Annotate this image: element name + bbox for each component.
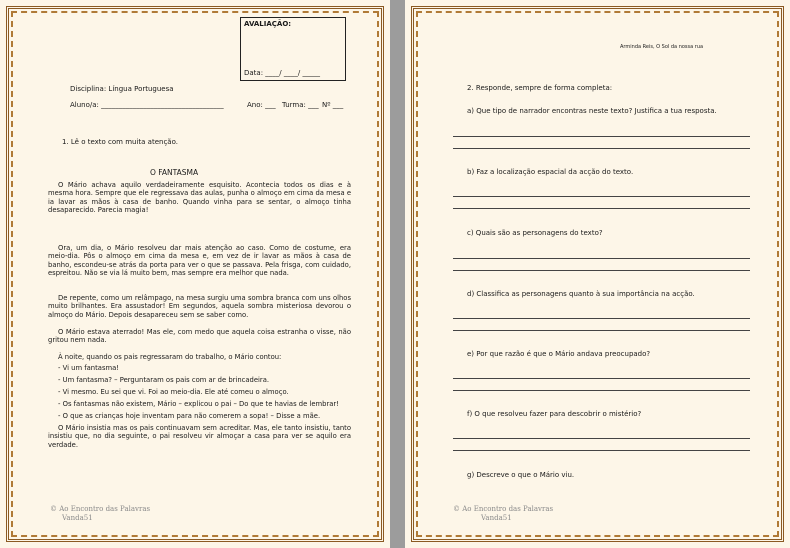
evaluation-date: Data: ____/ ____/ _____ (244, 69, 320, 77)
footer-author: Vanda51 (481, 514, 512, 522)
story-dialogue: - Vi um fantasma! (58, 364, 119, 372)
story-paragraph: De repente, como um relâmpago, na mesa surgiu uma sombra branca com uns olhos muito brilhantes. Era assustador! Em segundos, aquela sombra misteriosa devorou o almoço do Mário. Depois desapareceu sem se saber como. (48, 294, 351, 319)
text-source: Arminda Reis, O Sol da nossa rua (620, 44, 704, 50)
story-paragraph: O Mário insistia mas os pais continuavam sem acreditar. Mas, ele tanto insistiu, tanto insistiu que, no dia seguinte, o pai resolveu vir almoçar a casa para ver se aquilo era verdade. (48, 424, 351, 449)
number-field[interactable]: Nº ___ (322, 101, 344, 109)
page-divider (390, 0, 405, 548)
answer-line[interactable] (453, 318, 750, 319)
question-f: f) O que resolveu fazer para descobrir o mistério? (467, 410, 642, 418)
answer-line[interactable] (453, 196, 750, 197)
student-name-field[interactable]: Aluno/a: ___________________________________ (70, 101, 224, 109)
year-field[interactable]: Ano: ___ (247, 101, 276, 109)
question-b: b) Faz a localização espacial da acção do texto. (467, 168, 634, 176)
footer-copyright: © Ao Encontro das Palavras (453, 505, 554, 513)
answer-line[interactable] (453, 136, 750, 137)
question-g: g) Descreve o que o Mário viu. (467, 471, 575, 479)
footer-copyright: © Ao Encontro das Palavras (50, 505, 151, 513)
evaluation-title: AVALIAÇÃO: (244, 20, 292, 28)
class-field[interactable]: Turma: ___ (282, 101, 319, 109)
answer-line[interactable] (453, 330, 750, 331)
answer-line[interactable] (453, 438, 750, 439)
question-e: e) Por que razão é que o Mário andava preocupado? (467, 350, 651, 358)
answer-line[interactable] (453, 208, 750, 209)
answer-line[interactable] (453, 270, 750, 271)
story-dialogue: - Os fantasmas não existem, Mário – explicou o pai – Do que te havias de lembrar! (58, 400, 339, 408)
story-dialogue: - Vi mesmo. Eu sei que vi. Foi ao meio-dia. Ele até comeu o almoço. (58, 388, 289, 396)
answer-line[interactable] (453, 148, 750, 149)
worksheet-page-right (405, 0, 790, 548)
questions-instruction: 2. Responde, sempre de forma completa: (467, 84, 613, 92)
story-line: À noite, quando os pais regressaram do trabalho, o Mário contou: (58, 353, 282, 361)
subject-line: Disciplina: Língua Portuguesa (70, 85, 174, 93)
story-paragraph: O Mário achava aquilo verdadeiramente esquisito. Acontecia todos os dias e à mesma hora. Sempre que ele regressava das aulas, punha o almoço em cima da mesa e ia lavar as mãos à casa de banho. Quando vinha para se sentar, o almoço tinha desaparecido. Parecia magia! (48, 181, 351, 214)
story-dialogue: - O que as crianças hoje inventam para não comerem a sopa! – Disse a mãe. (58, 412, 321, 420)
answer-line[interactable] (453, 450, 750, 451)
answer-line[interactable] (453, 258, 750, 259)
evaluation-box (240, 17, 346, 81)
answer-line[interactable] (453, 390, 750, 391)
question-a: a) Que tipo de narrador encontras neste texto? Justifica a tua resposta. (467, 107, 717, 115)
story-title: O FANTASMA (150, 168, 199, 177)
footer-author: Vanda51 (62, 514, 93, 522)
worksheet-page-left (0, 0, 390, 548)
story-dialogue: - Um fantasma? – Perguntaram os pais com ar de brincadeira. (58, 376, 270, 384)
story-paragraph: Ora, um dia, o Mário resolveu dar mais atenção ao caso. Como de costume, era meio-dia. Pôs o almoço em cima da mesa e, em vez de ir lavar as mãos à casa de banho, escondeu-se atrás da porta para ver o que se passava. Pela frisga, com cuidado, espreitou. Não se via lá muito bem, mas sempre era melhor que nada. (48, 244, 351, 277)
story-paragraph: O Mário estava aterrado! Mas ele, com medo que aquela coisa estranha o visse, não gritou nem nada. (48, 328, 351, 345)
answer-line[interactable] (453, 378, 750, 379)
question-d: d) Classifica as personagens quanto à sua importância na acção. (467, 290, 695, 298)
reading-instruction: 1. Lê o texto com muita atenção. (62, 138, 178, 146)
question-c: c) Quais são as personagens do texto? (467, 229, 603, 237)
